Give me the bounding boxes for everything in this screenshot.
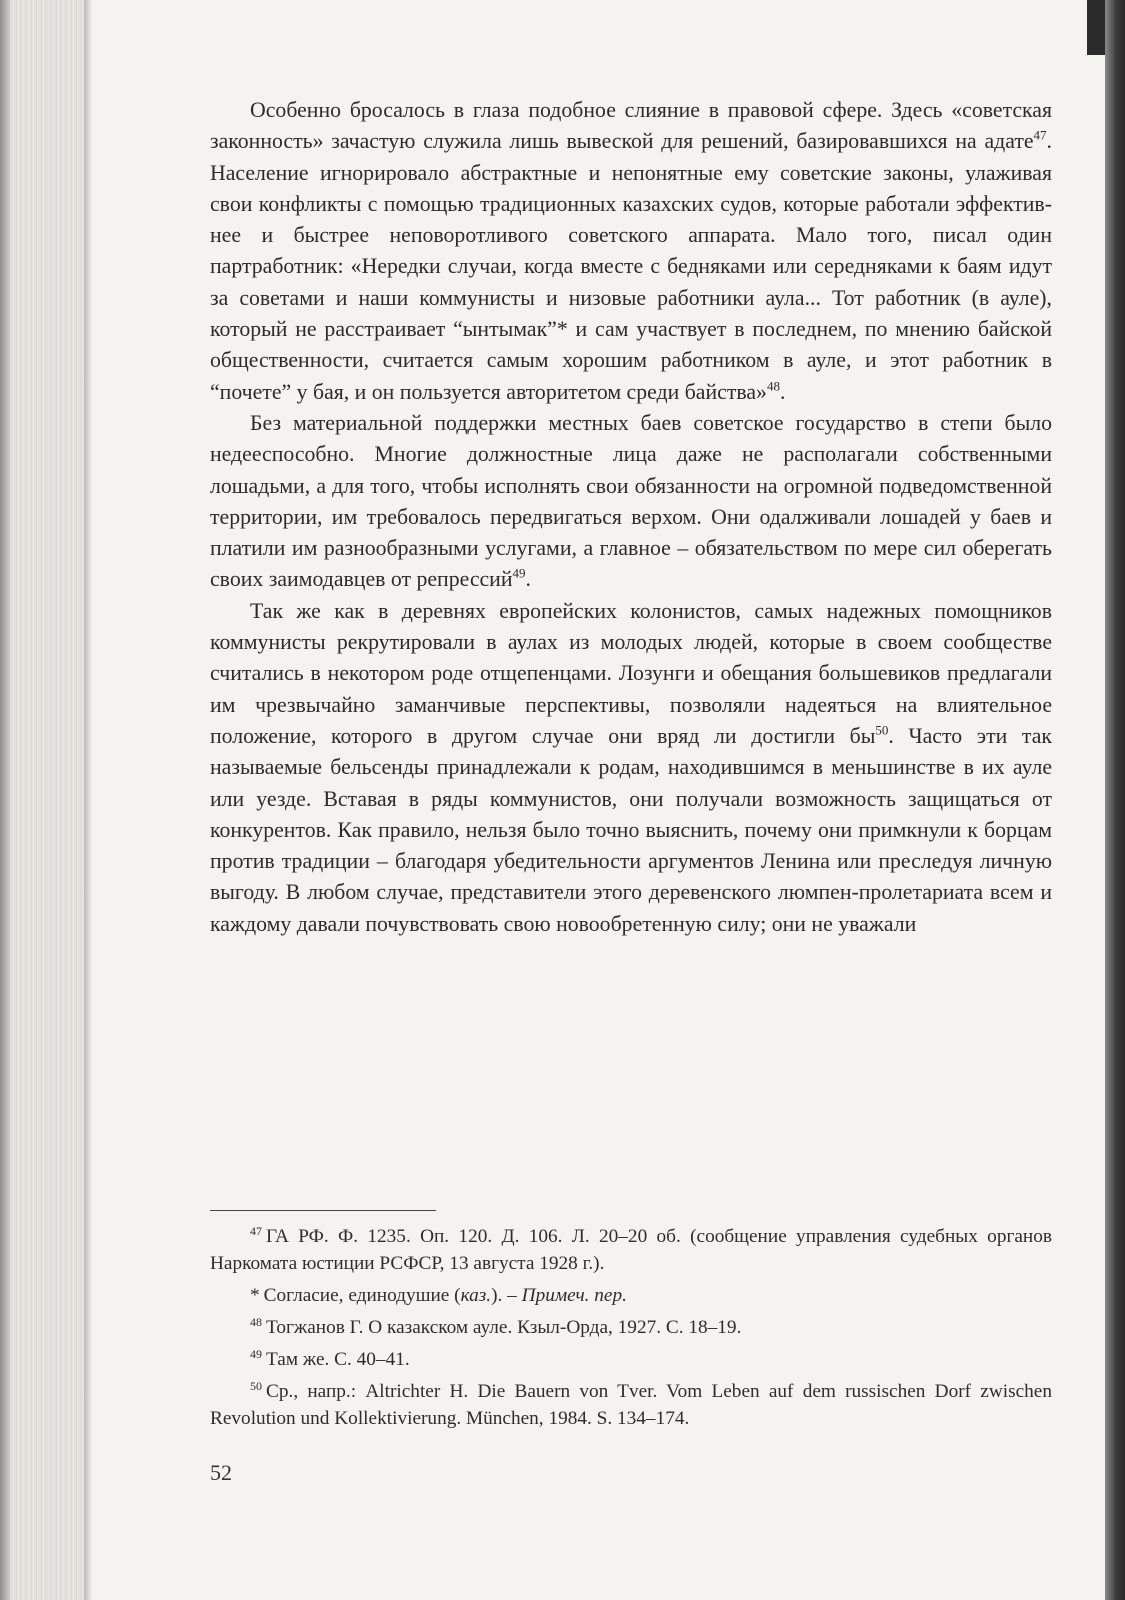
paragraph-text: Без материальной поддержки местных баев советское государство в степи было недееспособно. Многие должностные лица даже не располагали собственными лошадьми, а для того, чтобы исполнять свои обязанности на огромной подведомственной территории, им требовалось передвигаться верхом. Они одалживали лошадей у баев и платили им разнообразными услугами, а главное – обязательством по мере сил оберегать своих заимодавцев от репрессий bbox=[210, 410, 1052, 592]
body-text bbox=[210, 95, 1052, 940]
paragraph-text: . Часто эти так называемые бельсенды принадлежали к родам, находившимся в меньшинстве в их ауле или уезде. Вставая в ряды коммунистов, они получали возможность защищаться от конкурентов. Как правило, нельзя было точно выяснить, почему они примкнули к борцам против традиции – благодаря убедительности аргументов Ленина или преследуя личную выгоду. В любом случае, представители этого деревенского люмпен-пролетариата всем и каждому давали почувствовать свою новообретенную силу; они не уважали bbox=[210, 723, 1052, 936]
footnote-mark: 47 bbox=[250, 1223, 262, 1238]
footnote-item bbox=[210, 1378, 1052, 1432]
footnote-text: Согласие, единодушие ( bbox=[263, 1285, 461, 1306]
footnote-reference[interactable]: 47 bbox=[1033, 128, 1047, 144]
paragraph-text: Особенно бросалось в глаза подобное слияние в правовой сфере. Здесь «советская законность» зачастую служила лишь вывеской для решений, базировавшихся на адате bbox=[210, 98, 1052, 154]
body-paragraph bbox=[210, 596, 1052, 940]
spine-shadow bbox=[84, 0, 92, 1600]
paragraph-text: . bbox=[525, 567, 531, 592]
scanner-background-right bbox=[1105, 0, 1125, 1600]
footnote-text: Тогжанов Г. О казакском ауле. Кзыл-Орда, 1927. С. 18–19. bbox=[266, 1317, 742, 1338]
footnote-italic: каз. bbox=[460, 1285, 492, 1306]
footnote-reference[interactable]: 48 bbox=[766, 378, 780, 394]
body-paragraph bbox=[210, 95, 1052, 408]
footnote-reference[interactable]: 50 bbox=[875, 722, 889, 738]
footnote-text: ГА РФ. Ф. 1235. Оп. 120. Д. 106. Л. 20–20 об. (сообщение управления судебных органов Наркомата юстиции РСФСР, 13 августа 1928 г.). bbox=[210, 1226, 1052, 1274]
footnote-mark: 48 bbox=[250, 1314, 262, 1329]
footnote-text: Там же. С. 40–41. bbox=[266, 1349, 410, 1370]
footnote-item bbox=[210, 1282, 1052, 1309]
book-page-edges bbox=[0, 0, 92, 1600]
footnote-text: Ср., напр.: Altrichter H. Die Bauern von Tver. Vom Leben auf dem russischen Dorf zwischen Revolution und Kollektivierung. München, 1984. S. 134–174. bbox=[210, 1381, 1052, 1429]
paragraph-text: . bbox=[779, 379, 786, 404]
footnote-mark: 49 bbox=[250, 1346, 262, 1361]
footnote-mark: * bbox=[250, 1285, 260, 1306]
body-paragraph bbox=[210, 408, 1052, 596]
footnote-item bbox=[210, 1223, 1052, 1277]
footnotes bbox=[210, 1223, 1052, 1437]
footnote-text: ). – bbox=[491, 1285, 522, 1306]
footnote-italic: Примеч. пер. bbox=[521, 1285, 627, 1306]
footnote-reference[interactable]: 49 bbox=[512, 566, 526, 582]
footnote-separator bbox=[210, 1210, 436, 1211]
paragraph-text: Так же как в деревнях европейских колонистов, самых надежных помощников коммунисты рекрутировали в аулах из молодых людей, которые в своем сообществе считались в некотором роде отщепенцами. Лозунги и обещания большевиков предлагали им чрезвычайно заманчивые перспективы, позволяли надеяться на влиятельное положение, которого в другом случае они вряд ли достигли бы bbox=[210, 598, 1052, 748]
paragraph-text: . Население игнорировало абстрактные и непонятные ему советские законы, улаживая свои конфликты с помощью традиционных казахских судов, которые работали эффективнее и быстрее неповоротливого советского аппарата. Мало того, писал один партработник: «Нередки случаи, когда вместе с бедняками или середняками к баям идут за советами и наши коммунисты и низовые работники аула... Тот работник (в ауле), который не расстраивает “ынтымак”* и сам участвует в последнем, по мнению байской общественности, считается самым хорошим работником в ауле, и этот работник в “почете” у бая, и он пользуется авторитетом среди байства» bbox=[210, 129, 1052, 404]
page-number: 52 bbox=[210, 1460, 232, 1485]
footnote-item bbox=[210, 1314, 1052, 1341]
footnote-item bbox=[210, 1346, 1052, 1373]
footnote-mark: 50 bbox=[250, 1378, 262, 1393]
